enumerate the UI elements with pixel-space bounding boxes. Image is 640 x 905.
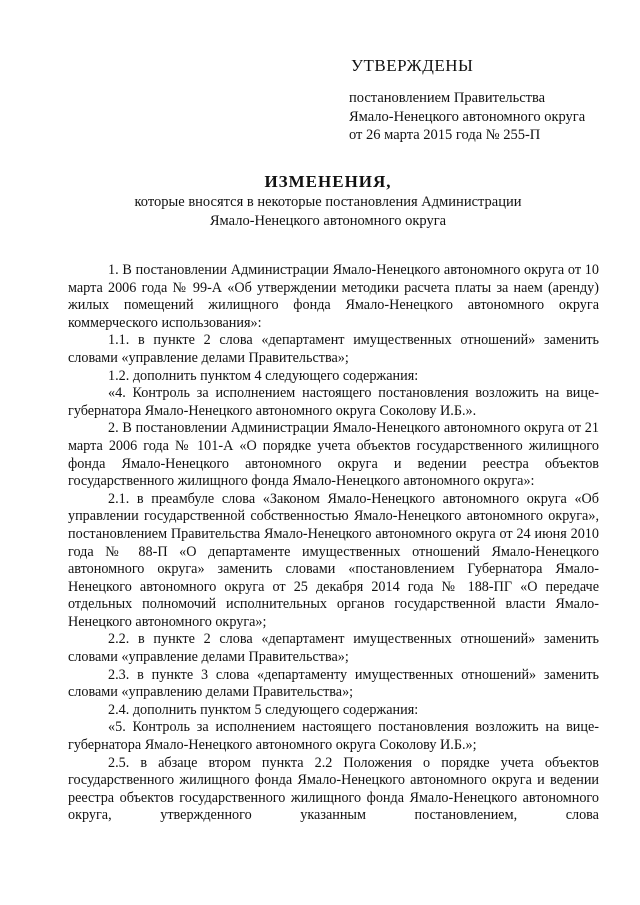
paragraph: 2.3. в пункте 3 слова «департаменту имущественных отношений» заменить словами «управлению делами Правительства»; (68, 666, 599, 701)
paragraph: 1.2. дополнить пунктом 4 следующего содержания: (108, 367, 419, 384)
paragraph: 2. В постановлении Администрации Ямало-Ненецкого автономного округа от 21 марта 2006 года № 101-А «О порядке учета объектов государственного жилищного фонда Ямало-Ненецкого автономного округа и ведении реестра объектов государственного жилищного фонда Ямало-Ненецкого автономного округа»: (68, 420, 599, 490)
document-title: ИЗМЕНЕНИЯ, (264, 172, 392, 191)
paragraph: 2.4. дополнить пунктом 5 следующего содержания: (108, 701, 419, 718)
subtitle-line: которые вносятся в некоторые постановления Администрации (134, 194, 522, 210)
document-body (68, 262, 599, 825)
approval-heading: УТВЕРЖДЕНЫ (351, 56, 474, 75)
paragraph: «4. Контроль за исполнением настоящего постановления возложить на вице-губернатора Ямало-Ненецкого автономного округа Соколову И.Б.». (68, 385, 599, 419)
subtitle-line: Ямало-Ненецкого автономного округа (209, 213, 447, 229)
paragraph: 2.1. в преамбуле слова «Законом Ямало-Ненецкого автономного округа «Об управлении государственной собственностью Ямало-Ненецкого автономного округа», постановлением Правительства Ямало-Ненецкого автономного округа от 24 июня 2010 года № 88-П «О департаменте имущественных отношений Ямало-Ненецкого автономного округа» заменить словами «постановлением Губернатора Ямало-Ненецкого автономного округа от 25 декабря 2014 года № 188-ПГ «О передаче отдельных полномочий исполнительных органов государственной власти Ямало-Ненецкого автономного округа»; (68, 490, 599, 630)
approval-line: Ямало-Ненецкого автономного округа (349, 108, 586, 125)
paragraph: «5. Контроль за исполнением настоящего постановления возложить на вице-губернатора Ямало-Ненецкого автономного округа Соколову И.Б.»; (68, 719, 599, 754)
approval-line: постановлением Правительства (349, 90, 546, 106)
approval-line: от 26 марта 2015 года № 255-П (349, 127, 541, 143)
paragraph: 2.5. в абзаце втором пункта 2.2 Положения о порядке учета объектов государственного жилищного фонда Ямало-Ненецкого автономного округа и ведении реестра объектов государственного жилищного фонда Ямало-Ненецкого автономного округа, утвержденного указанным постановлением, слова (68, 754, 599, 824)
paragraph: 1.1. в пункте 2 слова «департамент имущественных отношений» заменить словами «управление делами Правительства»; (68, 332, 599, 366)
approval-block (349, 89, 634, 145)
paragraph: 2.2. в пункте 2 слова «департамент имущественных отношений» заменить словами «управление делами Правительства»; (68, 631, 599, 666)
document-subtitle (0, 193, 640, 231)
paragraph: 1. В постановлении Администрации Ямало-Ненецкого автономного округа от 10 марта 2006 года № 99-А «Об утверждении методики расчета платы за наем (аренду) жилых помещений жилищного фонда Ямало-Ненецкого автономного округа коммерческого использования»: (68, 262, 599, 331)
